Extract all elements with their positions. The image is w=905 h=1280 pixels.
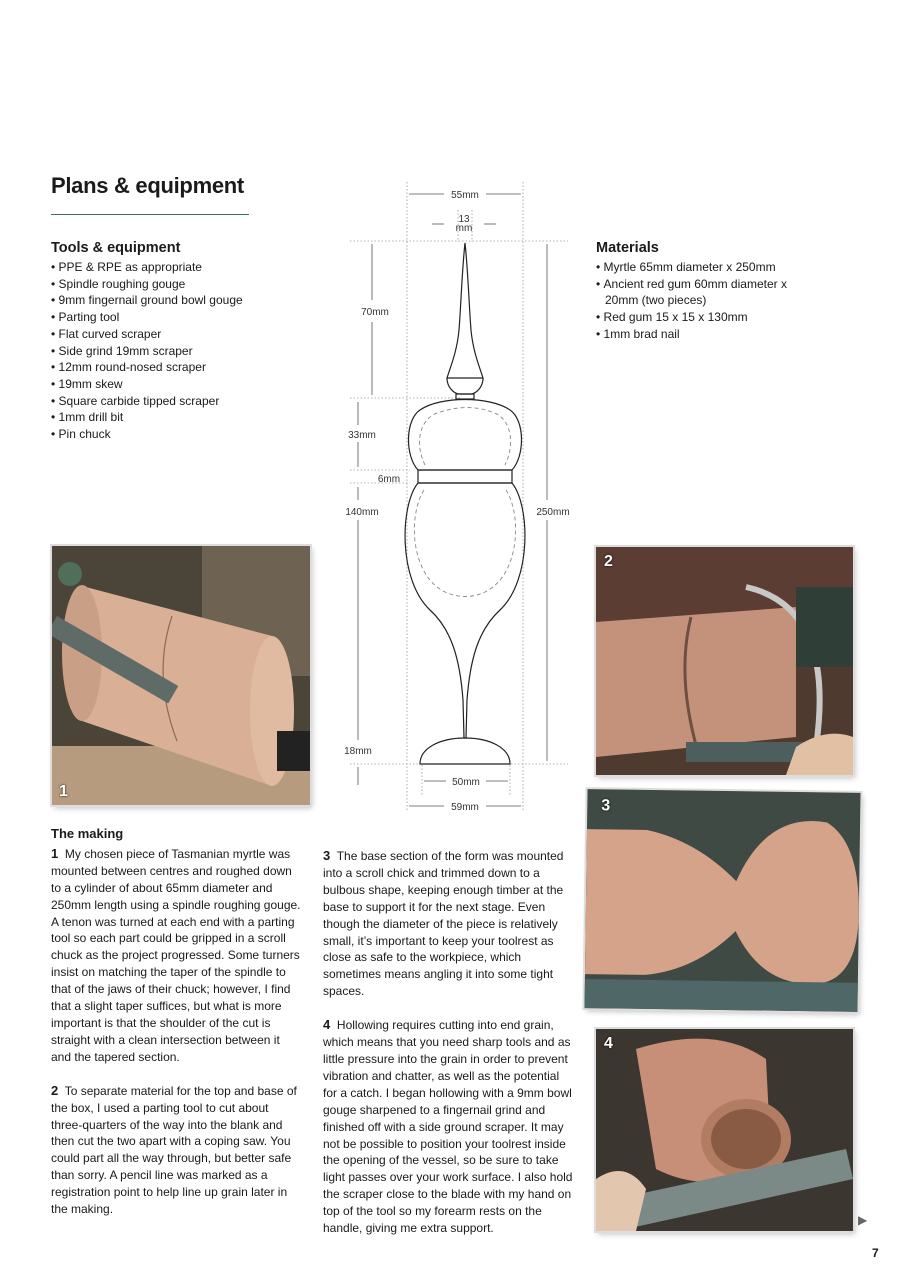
finial-width-label: 13: [458, 214, 470, 225]
list-item: • 12mm round-nosed scraper: [51, 359, 291, 376]
page-title: Plans & equipment: [51, 173, 244, 198]
list-item: • PPE & RPE as appropriate: [51, 259, 291, 276]
step-number: 2: [51, 1082, 59, 1098]
list-item: • 9mm fingernail ground bowl gouge: [51, 292, 291, 309]
band-height-label: 6mm: [377, 474, 401, 485]
tools-list: [51, 259, 291, 443]
making-column-1: [51, 826, 301, 1218]
finial-width-unit: mm: [455, 223, 473, 234]
making-heading: The making: [51, 826, 124, 841]
photo-number: 4: [604, 1035, 613, 1052]
photo-4: [596, 1029, 853, 1231]
list-item: • Square carbide tipped scraper: [51, 393, 291, 410]
step-number: 3: [323, 848, 331, 863]
list-item: • Parting tool: [51, 309, 291, 326]
step-paragraph: [323, 848, 573, 1000]
step-paragraph: [51, 1083, 301, 1218]
list-item: • Flat curved scraper: [51, 326, 291, 343]
plan-diagram: [330, 175, 580, 820]
photo-number: 1: [59, 783, 68, 800]
list-item: • Red gum 15 x 15 x 130mm: [596, 309, 796, 326]
list-item: • Side grind 19mm scraper: [51, 343, 291, 360]
making-column-2: [323, 848, 573, 1237]
step-paragraph: [51, 846, 301, 1066]
photo-3: [584, 789, 860, 1012]
step-text: To separate material for the top and base of the box, I used a parting tool to cut about three-quarters of the way into the blank and then cut the two apart with a coping saw. You could part all the way through, but better safe than sorry. A pencil line was marked as a registration point to help line up grain later in the making.: [51, 1083, 297, 1217]
materials-list: [596, 259, 796, 343]
tools-heading: Tools & equipment: [51, 240, 181, 256]
tools-section: [51, 240, 291, 443]
step-text: My chosen piece of Tasmanian myrtle was mounted between centres and roughed down to a cylinder of about 65mm diameter and 250mm length using a spindle roughing gouge. A tenon was turned at each end with a parting tool so each part could be gripped in a scroll chuck as the project progressed. Some turners insist on matching the taper of the spindle to that of the jaws of their chuck; however, I find that a slight taper suffices, but what is more important is that the shoulder of the cut is straight with a clean intersection between it and the tapered section.: [51, 846, 301, 1064]
list-item: • 1mm drill bit: [51, 409, 291, 426]
list-item: • Spindle roughing gouge: [51, 276, 291, 293]
list-item: • 19mm skew: [51, 376, 291, 393]
body-height-label: 140mm: [345, 507, 379, 518]
lid-height-label: 33mm: [348, 430, 376, 441]
photo-1: [52, 546, 310, 805]
title-divider: [51, 214, 249, 215]
materials-heading: Materials: [596, 240, 659, 256]
list-item: • Pin chuck: [51, 426, 291, 443]
step-text: The base section of the form was mounted into a scroll chick and trimmed down to a bulbous shape, keeping enough timber at the base to support it for the next stage. Even though the diameter of the piece is relatively small, it’s important to keep your toolrest as close as safe to the workpiece, which sometimes means angling it into some tight spaces.: [323, 849, 564, 999]
step-number: 1: [51, 845, 59, 861]
page-number: 7: [872, 1246, 879, 1260]
photo-2: [596, 547, 853, 775]
materials-section: [596, 240, 796, 343]
finial-height-label: 70mm: [361, 307, 389, 318]
list-item: • Myrtle 65mm diameter x 250mm: [596, 259, 796, 276]
foot-height-label: 18mm: [344, 746, 372, 757]
step-paragraph: [323, 1017, 573, 1237]
step-number: 4: [323, 1017, 331, 1033]
photo-number: 3: [601, 797, 611, 815]
foot-width-label: 50mm: [452, 777, 480, 788]
total-height-label: 250mm: [536, 507, 570, 518]
list-item: • Ancient red gum 60mm diameter x 20mm (two pieces): [596, 276, 796, 309]
list-item: • 1mm brad nail: [596, 326, 796, 343]
photo-number: 2: [604, 553, 613, 570]
step-text: Hollowing requires cutting into end grain, which means that you need sharp tools and as little pressure into the grain in order to prevent vibration and chatter, as well as the potential for a catch. I began hollowing with a 9mm bowl gouge sharpened to a fingernail grind and finished off with a side ground scraper. It may not be possible to position your toolrest inside the opening of the vessel, so be sure to take light passes over your work surface. I also hold the scraper close to the blade with my hand on top of the tool so my forearm rests on the handle, giving me extra support.: [323, 1018, 573, 1236]
top-width-label: 55mm: [451, 190, 479, 201]
next-page-icon: ▶: [858, 1213, 868, 1227]
base-width-label: 59mm: [451, 802, 479, 813]
